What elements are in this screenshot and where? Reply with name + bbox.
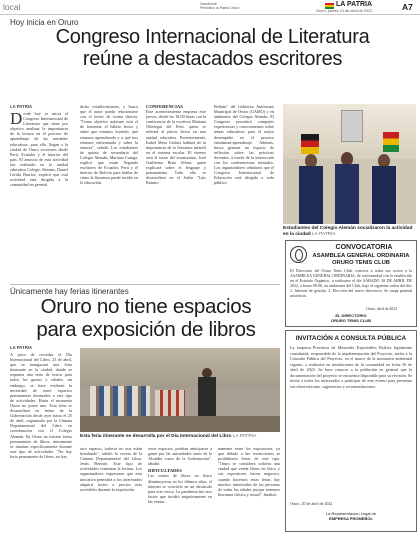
consulta-date: Oruro, 20 de abril de 2022: [290, 501, 333, 506]
story1-headline: [10, 26, 415, 70]
story1-col3-head: CONFERENCIAS: [146, 104, 183, 109]
consulta-signature: [286, 511, 416, 521]
story1-title-line2: reúne a destacados escritores: [82, 48, 343, 70]
story2-photo: [80, 348, 280, 432]
story1-title-line1: Congreso Internacional de Literatura: [55, 26, 370, 48]
convocatoria-body: El Directorio del Oruro Tenis Club, convoca a todos sus socios a la ASAMBLEA GENERAL ORDINARIA, de conformidad con lo establecido en el Estatuto Orgánico, a realizarse el día SÁBADO 30 DE ABRIL DE 2022, a horas 09:00, en ambientes del Club, bajo el siguiente orden del día: 1. Informe de gestión. 2. Elección del nuevo directorio. Se ruega puntual asistencia.: [290, 268, 412, 298]
convocatoria-signature1: EL DIRECTORIO: [335, 313, 367, 318]
header-date: Oruro, jueves 21 de abril de 2022: [316, 9, 373, 13]
story2-col3-head: DIFICULTADES: [148, 468, 182, 474]
convocatoria-signature: [286, 313, 416, 323]
story2-kicker: Únicamente hay ferias itinerantes: [10, 287, 129, 296]
story1-col3-text: Este acontecimiento empieza este jueves, desde las 18:00 horas con la conferencia de la escritora Mariana Olórtegui del Perú, quien se referirá al placer lector en una unidad educativa. Posteriormente, Isabel Mesa Gisbert hablará de la importancia de la literatura infantil en el sistema escolar. El viernes será el turno del ecuatoriano, José Guillermo Brito Alfaro, quien explicará sobre el lenguaje y pensamiento. Todo ello se desarrollará en el Salón "Luis Ramiro: [146, 109, 206, 186]
tagline-2: Periódico la Patria Oruro: [200, 6, 240, 11]
consulta-signature1: La Representación Legal de: [325, 511, 377, 516]
tennis-club-emblem-icon: [290, 246, 307, 263]
header-rule: [0, 14, 420, 15]
story1-col1-text: esde hoy se inicia el Congreso Internacional de Literatura que tiene por objetivo analizar la importancia de la lectura en el proceso de aprendizaje de las unidades educativas, para ello, llegan a la ciudad de Oruro escritores desde Perú, Ecuador y el interior del país. El anuncio de esta actividad fue realizado en la unidad educativa Colegio Alemán, Daniel Lérida Barrios, explicó que está actividad está dirigida a la comunidad en general.: [10, 111, 68, 188]
convocatoria-subtitle1: ASAMBLEA GENERAL ORDINARIA: [312, 253, 410, 259]
tagline-1: Vanstrecte: [200, 2, 217, 6]
convocatoria-signature2: ORURO TENIS CLUB: [331, 318, 371, 323]
story2-byline: LA PATRIA: [10, 345, 33, 350]
story1-col1: [10, 111, 68, 281]
story1-byline: LA PATRIA: [10, 104, 33, 109]
story2-caption-text: Esta feria itinerante se desarrolla por el Día Internacional del Libro: [80, 434, 232, 439]
story1-photo-credit: LA PATRIA: [312, 232, 336, 237]
story1-kicker: Hoy inicia en Oruro: [10, 18, 79, 27]
story1-col2: dicho establecimiento, y busca que el autor pueda relacionarse con el lector de forma directa. "Como objetivo máximo está el de fomentar el hábito lector y saber que estamos leyendo, qué estamos aprendiendo y a qué nos estamos enfrentando y saber la esencia", señaló. Los estudiantes de quinto de secundaria del Colegio Alemán, Mariana Cutuga, explicó que están llegando escritores de Ecuador, Perú y el interior de Bolivia para hablar de cómo la literatura puede incidir en la educación.: [80, 104, 138, 186]
story2-col3: [148, 446, 212, 532]
story1-col4: Beltrán" del Gobierno Autónomo Municipal de Oruro (GAMO) y en ambientes del Colegio Alemán. El Congreso permitirá compartir experiencias y conocimientos sobre temas educativos para el mejor desempeño en el proceso enseñanza-aprendizaje. Además, busca generar un espacio de reflexión sobre las prácticas docentes, a través de la interacción con los conferencistas invitados. Los organizadores señalaron que el Congreso Internacional de Educación está dirigido a todo público.: [214, 104, 274, 186]
story2-title-line2: para exposición de libros: [36, 317, 256, 341]
story2-headline: [10, 296, 282, 341]
story2-col2: otro espacio, todavía no nos están brindando", señaló la vocera de la Cámara Departamental del Libro, Jesús Bertrán. Este tipo de actividades fomentan la lectura. Los organizadores expresaron que esta iniciativa permitirá a los interesados adquirir textos a precios más accesibles durante la exposición.: [80, 446, 142, 492]
story1-caption-text: Estudiantes del Colegio Alemán socializaron la actividad en la ciudad: [283, 226, 413, 237]
story2-title-line1: Oruro no tiene espacios: [40, 295, 252, 318]
story1-photo-caption: [283, 226, 416, 238]
section-label: local: [3, 2, 21, 12]
convocatoria-date: Oruro, abril de 2022: [366, 307, 397, 311]
consulta-signature2: EMPRESA PROMEBOL: [329, 516, 373, 521]
story2-photo-caption: [80, 434, 280, 440]
brand-logo: LA PATRIA: [336, 1, 373, 8]
consulta-body: La empresa Provincia de Minerales Exportables Bolivia legalmente constituida, responsable de la implementación del Proyecto, invita a la Consulta Pública del Proyecto, en el marco de la normativa ambiental vigente, a realizarse en instalaciones de la comunidad en fecha 30 de abril de 2022. Se hace conocer a la población en general que la documentación del proyecto se encuentra disponible para su revisión. Se invita a todos los interesados a participar de este evento para presentar sus observaciones, sugerencias y recomendaciones.: [290, 345, 412, 389]
header-tagline: [200, 2, 239, 11]
consulta-publica-ad: [285, 330, 417, 532]
page-number: A7: [402, 2, 413, 12]
story1-col3: [146, 104, 206, 281]
convocatoria-ad: [285, 240, 417, 327]
story2-col1: A poco de recordar el Día Internacional del Libro, 23 de abril, que se inaugurará una feria itinerante en la ciudad, donde se exponen una serie de textos para todos los gustos y edades, sin embargo, se hace evidente la necesidad de tener espacios permanentes destinados a este tipo de actividades. Hasta el momento Oruro no posee uno. Esta feria se desarrollará en frente de la Gobernación desde ayer hasta el 25 de abril, organizada por la Cámara Departamental del Libro en coordinación con el Colegio Alemán. En Oruro no existen ferias permanentes de libros, únicamente se instalan específicamente durante este tipo de actividades. "No hay feria permanente de libros, no hay: [10, 352, 72, 459]
story2-photo-credit: LA PATRIA: [232, 434, 257, 439]
convocatoria-title: CONVOCATORIA: [335, 244, 393, 251]
story-divider: [10, 284, 280, 285]
convocatoria-subtitle2: ORURO TENIS CLUB: [332, 260, 390, 266]
story2-col3-text: estos espacios, podrían anticiparse a ganar por las autoridades tanto de la Alcaldía como de la Gobernación", añadió.: [148, 446, 212, 467]
story1-dropcap: D: [10, 111, 23, 128]
story1-photo: [283, 104, 416, 224]
story2-col3b-text: Las ventas de libros en físico disminuyeron en los últimos años, el internet se convirtió en un obstáculo para este sector. La pandemia fue otro factor que incidió negativamente en las ventas.: [148, 473, 212, 504]
consulta-title: INVITACIÓN A CONSULTA PÚBLICA: [295, 335, 407, 342]
story2-col4: namente entre los expositores, ya que debido a las restricciones se prohibieron ferias de este tipo. "Oruro se considera todavía una ciudad que vende libros en físico y sus expositores hacen negocios, cuando hacemos estas ferias hay muchos interesados de las personas de todas las edades porque tenemos literatura clásica y actual", finalizó.: [218, 446, 280, 497]
